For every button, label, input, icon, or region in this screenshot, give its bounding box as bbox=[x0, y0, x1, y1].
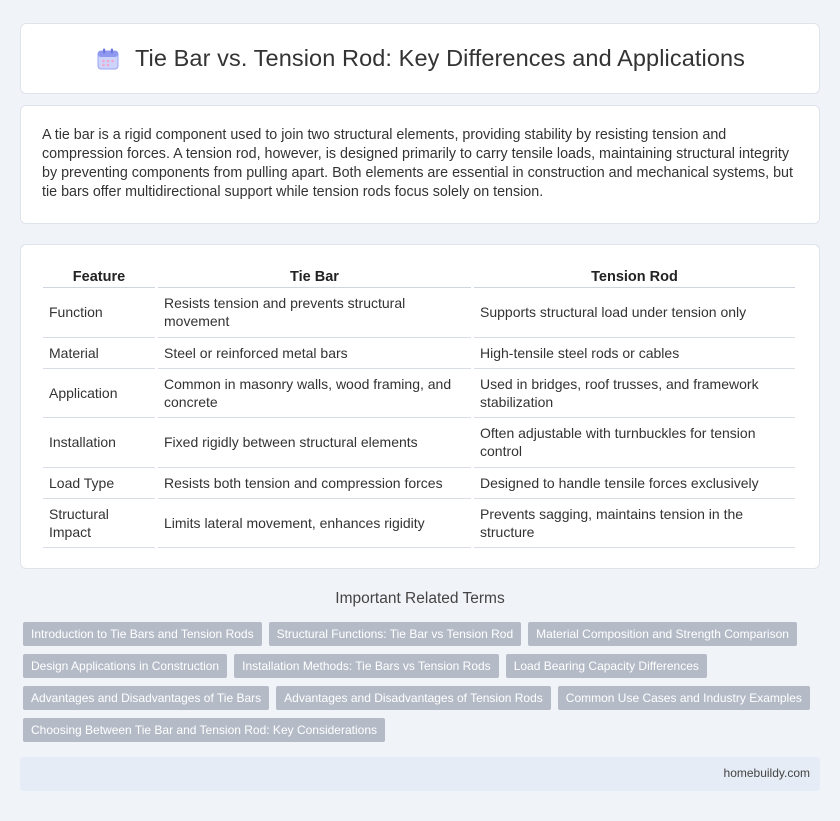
related-term-link[interactable]: Load Bearing Capacity Differences bbox=[506, 654, 707, 678]
related-term-link[interactable]: Choosing Between Tie Bar and Tension Rod: Key Considerations bbox=[23, 718, 385, 742]
table-cell: Load Type bbox=[43, 468, 155, 499]
related-term-link[interactable]: Design Applications in Construction bbox=[23, 654, 227, 678]
table-cell: High-tensile steel rods or cables bbox=[474, 338, 795, 369]
table-row bbox=[43, 418, 795, 468]
table-cell: Steel or reinforced metal bars bbox=[158, 338, 471, 369]
related-term-link[interactable]: Structural Functions: Tie Bar vs Tension Rod bbox=[269, 622, 522, 646]
intro-card bbox=[20, 105, 820, 224]
table-cell: Structural Impact bbox=[43, 499, 155, 549]
related-term-link[interactable]: Common Use Cases and Industry Examples bbox=[558, 686, 810, 710]
related-terms-title: Important Related Terms bbox=[335, 590, 505, 607]
table-cell: Used in bridges, roof trusses, and framework stabilization bbox=[474, 369, 795, 419]
table-row bbox=[43, 369, 795, 419]
related-terms-list bbox=[23, 622, 823, 742]
page-header bbox=[20, 23, 820, 94]
table-cell: Resists tension and prevents structural movement bbox=[158, 288, 471, 338]
related-term-link[interactable]: Advantages and Disadvantages of Tie Bars bbox=[23, 686, 269, 710]
table-cell: Application bbox=[43, 369, 155, 419]
page-title: Tie Bar vs. Tension Rod: Key Differences and Applications bbox=[134, 45, 746, 71]
related-term-link[interactable]: Installation Methods: Tie Bars vs Tension Rods bbox=[234, 654, 499, 678]
table-cell: Function bbox=[43, 288, 155, 338]
calendar-icon bbox=[95, 46, 121, 72]
table-cell: Often adjustable with turnbuckles for tension control bbox=[474, 418, 795, 468]
table-cell: Prevents sagging, maintains tension in the structure bbox=[474, 499, 795, 549]
intro-text: A tie bar is a rigid component used to join two structural elements, providing stability by resisting tension and compression forces. A tension rod, however, is designed primarily to carry tensile loads, maintaining structural integrity by preventing components from pulling apart. Both elements are essential in construction and mechanical systems, but tie bars offer multidirectional support while tension rods focus solely on tension. bbox=[42, 127, 793, 200]
table-cell: Material bbox=[43, 338, 155, 369]
column-header-feature: Feature bbox=[43, 264, 155, 288]
comparison-table bbox=[40, 264, 798, 548]
footer-site-link[interactable]: homebuildy.com bbox=[723, 766, 810, 780]
related-term-link[interactable]: Advantages and Disadvantages of Tension Rods bbox=[276, 686, 551, 710]
column-header-tension-rod: Tension Rod bbox=[474, 264, 795, 288]
page-footer bbox=[20, 757, 820, 791]
related-term-link[interactable]: Material Composition and Strength Comparison bbox=[528, 622, 797, 646]
table-cell: Resists both tension and compression forces bbox=[158, 468, 471, 499]
table-row bbox=[43, 338, 795, 369]
table-cell: Common in masonry walls, wood framing, and concrete bbox=[158, 369, 471, 419]
comparison-card bbox=[20, 244, 820, 569]
table-cell: Installation bbox=[43, 418, 155, 468]
table-cell: Limits lateral movement, enhances rigidity bbox=[158, 499, 471, 549]
table-header-row bbox=[43, 264, 795, 288]
column-header-tie-bar: Tie Bar bbox=[158, 264, 471, 288]
table-cell: Fixed rigidly between structural elements bbox=[158, 418, 471, 468]
table-cell: Designed to handle tensile forces exclusively bbox=[474, 468, 795, 499]
related-term-link[interactable]: Introduction to Tie Bars and Tension Rods bbox=[23, 622, 262, 646]
table-row bbox=[43, 499, 795, 549]
table-row bbox=[43, 468, 795, 499]
table-row bbox=[43, 288, 795, 338]
table-cell: Supports structural load under tension only bbox=[474, 288, 795, 338]
